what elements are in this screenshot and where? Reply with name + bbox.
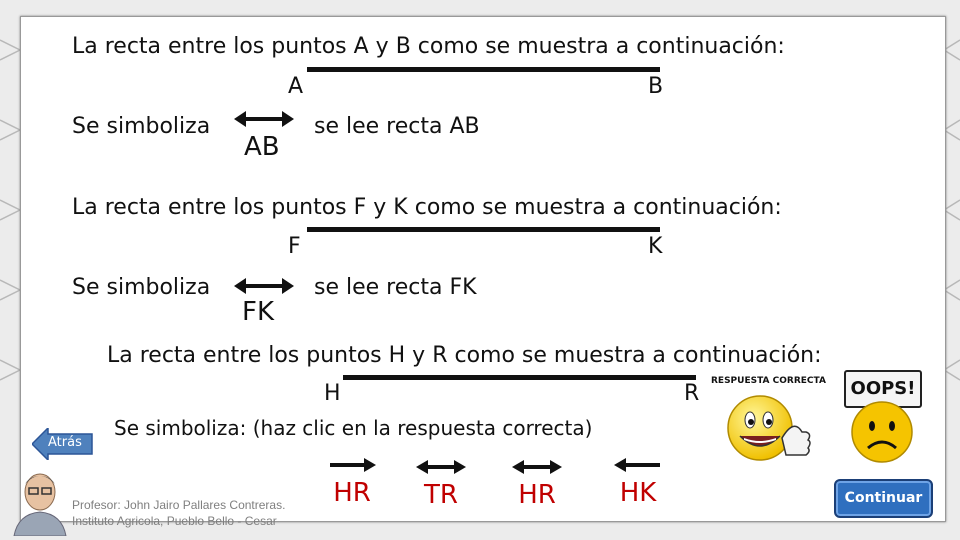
block1-symbol: AB (244, 132, 280, 162)
footer-teacher: Profesor: John Jairo Pallares Contreras. (72, 498, 286, 512)
block3-point-r: R (684, 381, 700, 406)
correct-answer-caption: RESPUESTA CORRECTA (711, 376, 826, 386)
sad-face-icon (844, 396, 920, 464)
smiley-thumbs-up-icon (722, 388, 812, 466)
answer-option-2-label: TR (424, 480, 458, 510)
block3-segment-line (343, 375, 696, 380)
block1-symbolize-label: Se simboliza (72, 114, 211, 139)
block2-symbol: FK (242, 297, 275, 327)
block1-intro: La recta entre los puntos A y B como se muestra a continuación: (72, 34, 785, 59)
back-button[interactable] (32, 428, 94, 460)
block2-segment-line (307, 227, 660, 232)
block1-reads: se lee recta AB (314, 114, 480, 139)
teacher-avatar (10, 466, 70, 536)
answer-option-3-label: HR (518, 480, 556, 510)
block2-point-k: K (648, 234, 663, 259)
correct-answer-feedback (708, 372, 834, 468)
block1-point-a: A (288, 74, 304, 99)
double-arrow-icon (234, 275, 294, 297)
block2-symbolize-label: Se simboliza (72, 275, 211, 300)
block1-point-b: B (648, 74, 664, 99)
block1-segment-line (307, 67, 660, 72)
back-button-label: Atrás (48, 435, 82, 450)
block3-point-h: H (324, 381, 341, 406)
answer-option-3[interactable] (512, 458, 562, 510)
left-arrow-icon (614, 456, 662, 474)
block3-prompt: Se simboliza: (haz clic en la respuesta correcta) (114, 416, 593, 440)
block2-reads: se lee recta FK (314, 275, 477, 300)
answer-option-1-label: HR (333, 478, 371, 508)
answer-option-1[interactable] (328, 456, 376, 508)
oops-feedback (840, 366, 924, 466)
footer-credits (72, 497, 285, 529)
answer-option-4[interactable] (614, 456, 662, 508)
answer-option-2[interactable] (416, 458, 466, 510)
double-arrow-icon (512, 458, 562, 476)
continue-button[interactable]: Continuar (834, 479, 933, 518)
block2-intro: La recta entre los puntos F y K como se muestra a continuación: (72, 195, 782, 220)
footer-institution: Instituto Agricola, Pueblo Bello - Cesar (72, 514, 277, 528)
block3-intro: La recta entre los puntos H y R como se muestra a continuación: (107, 343, 822, 368)
double-arrow-icon (234, 108, 294, 130)
right-arrow-icon (328, 456, 376, 474)
oops-label: OOPS! (850, 378, 916, 399)
double-arrow-icon (416, 458, 466, 476)
answer-option-4-label: HK (619, 478, 657, 508)
block2-point-f: F (288, 234, 301, 259)
